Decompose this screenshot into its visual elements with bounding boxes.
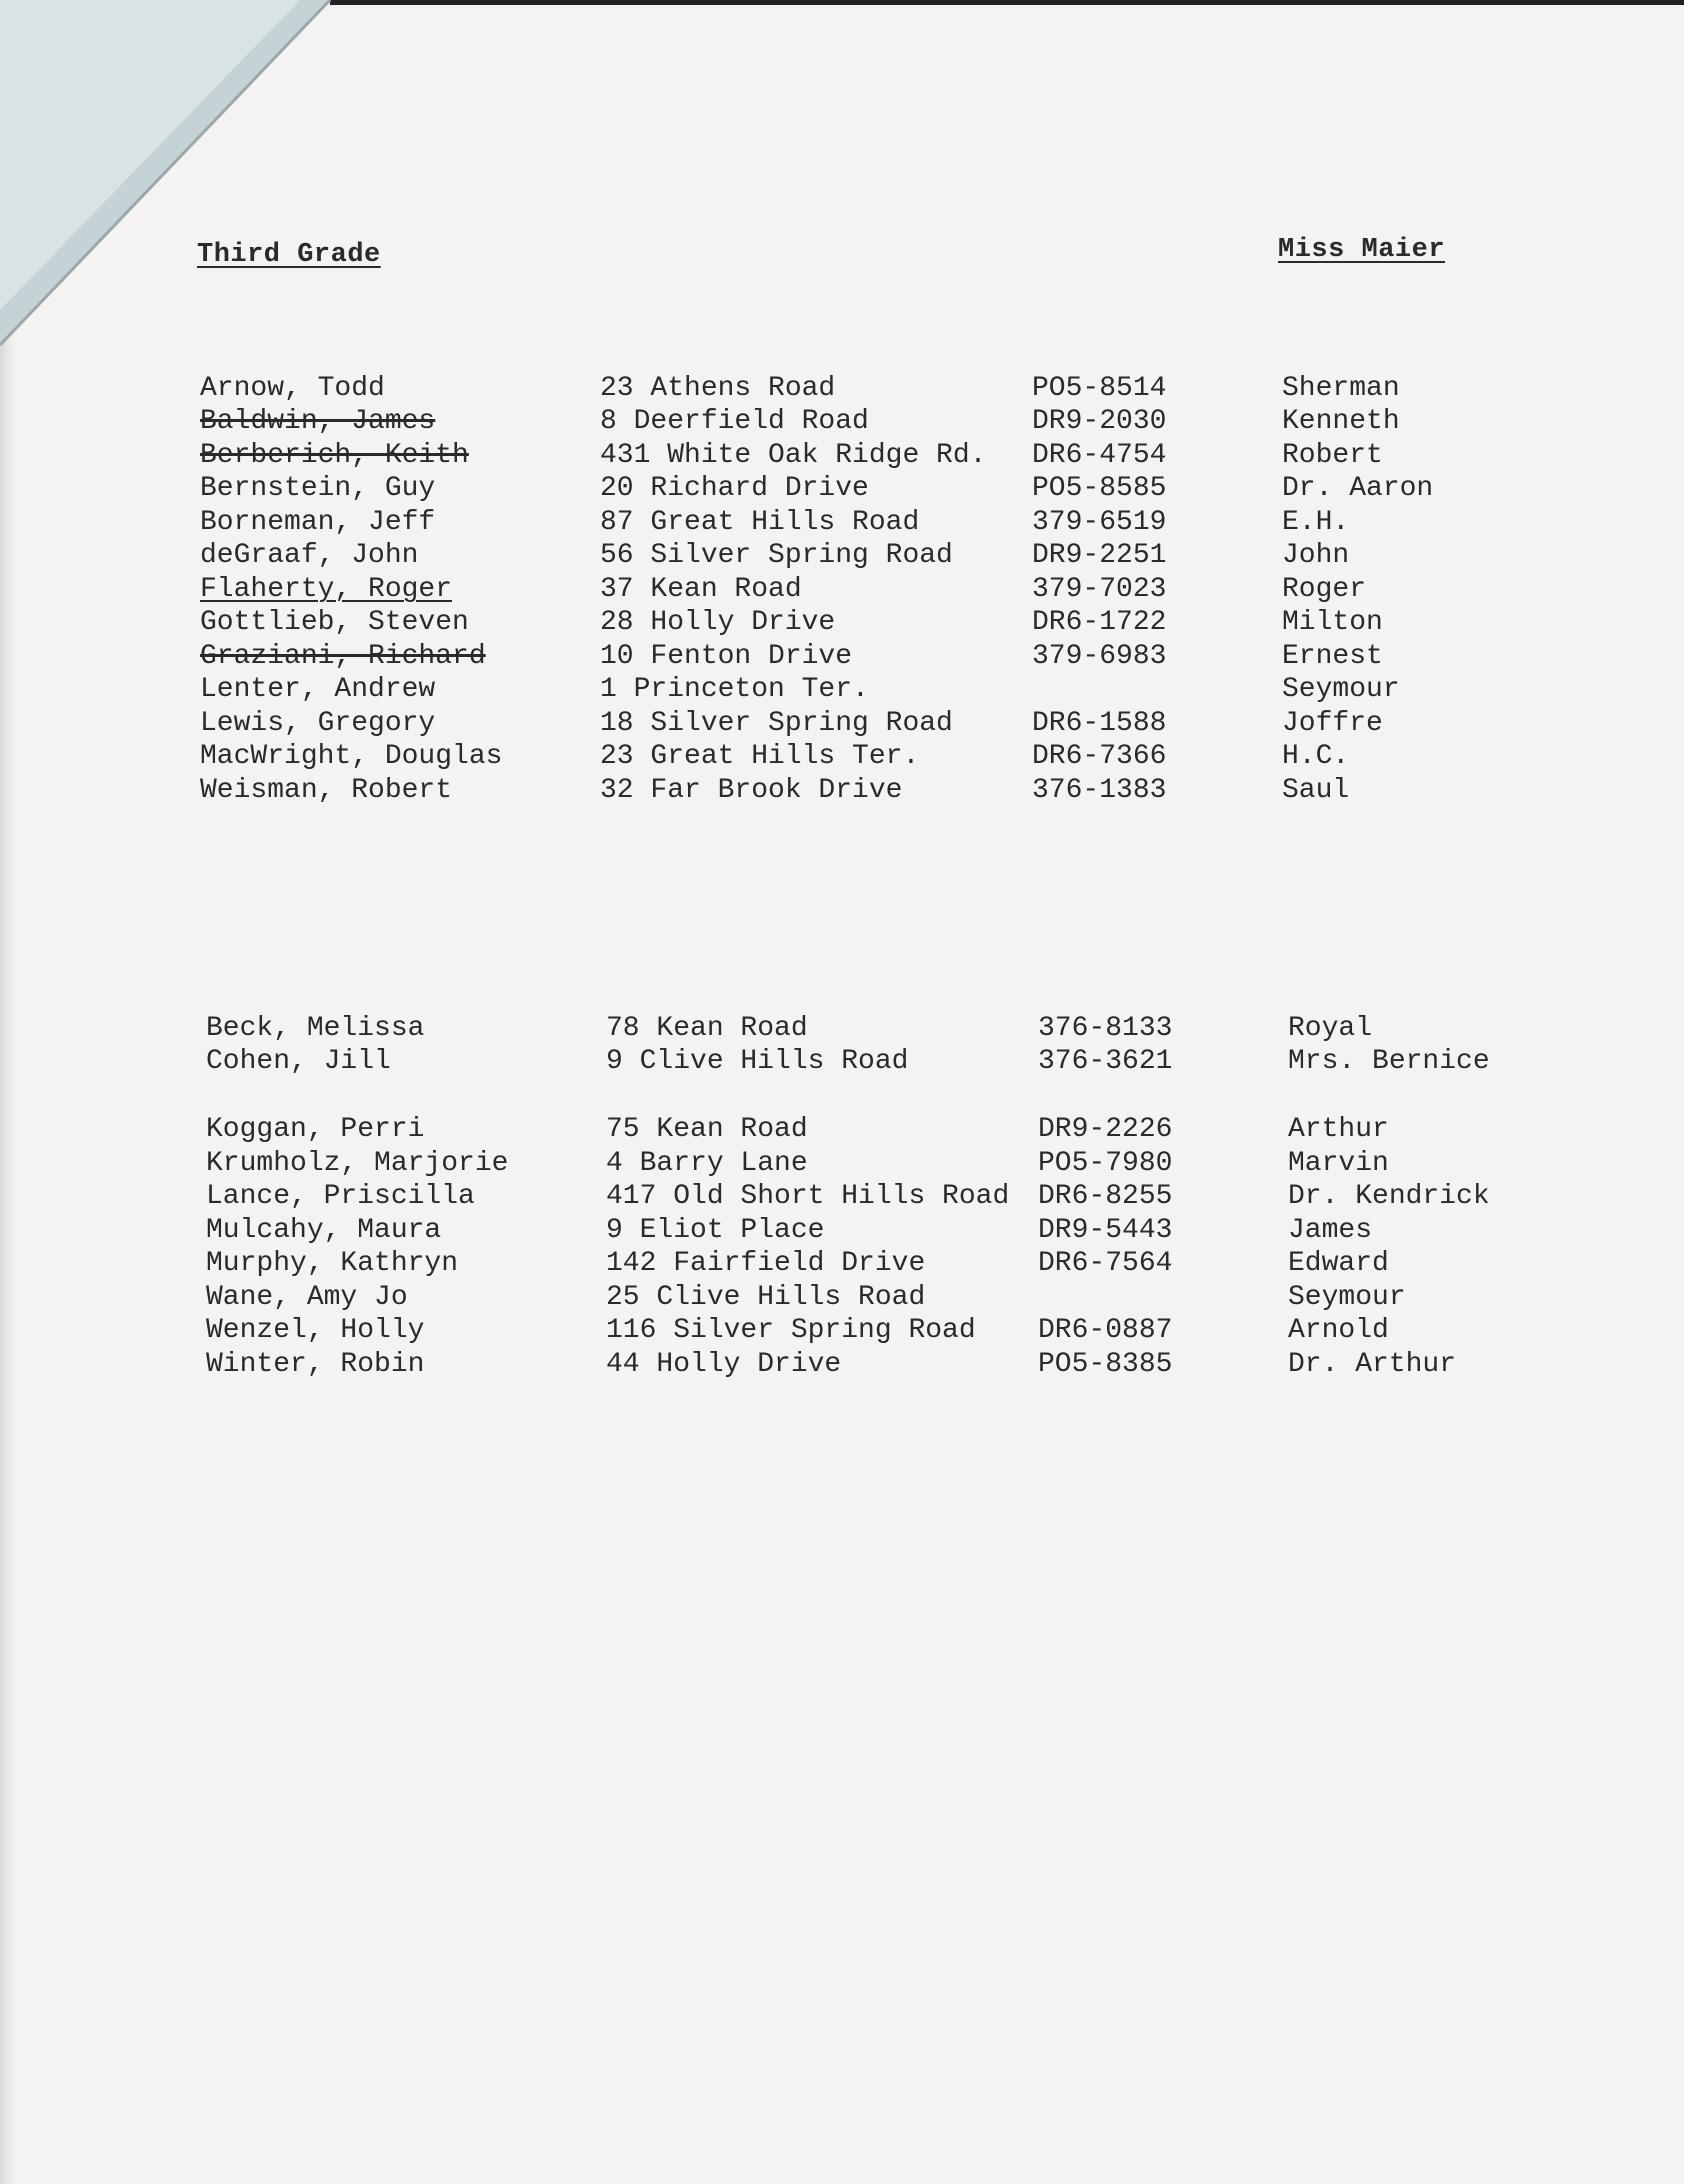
student-address: 37 Kean Road	[600, 574, 802, 605]
student-name: Winter, Robin	[206, 1349, 425, 1380]
parent-name: Dr. Aaron	[1282, 473, 1434, 504]
student-address: 32 Far Brook Drive	[600, 775, 903, 806]
student-name: Arnow, Todd	[200, 373, 385, 404]
student-address: 78 Kean Road	[606, 1013, 808, 1044]
student-address: 23 Athens Road	[600, 373, 836, 404]
parent-name: Seymour	[1282, 674, 1400, 705]
student-name: Lenter, Andrew	[200, 674, 436, 705]
student-name: Wenzel, Holly	[206, 1315, 425, 1346]
student-name: Mulcahy, Maura	[206, 1215, 442, 1246]
phone-number: DR6-7564	[1038, 1248, 1173, 1279]
student-address: 4 Barry Lane	[606, 1148, 808, 1179]
student-address: 75 Kean Road	[606, 1114, 808, 1145]
parent-name: H.C.	[1282, 741, 1350, 772]
teacher-heading: Miss Maier	[1278, 235, 1446, 265]
student-name: Koggan, Perri	[206, 1114, 425, 1145]
phone-number: DR9-2226	[1038, 1114, 1173, 1145]
student-name: Berberich, Keith	[200, 440, 469, 471]
student-name: Cohen, Jill	[206, 1046, 391, 1077]
parent-name: Joffre	[1282, 708, 1383, 739]
student-address: 9 Clive Hills Road	[606, 1046, 909, 1077]
parent-name: Marvin	[1288, 1148, 1389, 1179]
parent-name: Seymour	[1288, 1282, 1406, 1313]
student-name: Flaherty, Roger	[200, 574, 453, 605]
phone-number: DR9-2030	[1032, 406, 1167, 437]
phone-number: DR9-5443	[1038, 1215, 1173, 1246]
student-address: 25 Clive Hills Road	[606, 1282, 926, 1313]
parent-name: Robert	[1282, 440, 1383, 471]
student-address: 23 Great Hills Ter.	[600, 741, 920, 772]
parent-name: Kenneth	[1282, 406, 1400, 437]
student-address: 431 White Oak Ridge Rd.	[600, 440, 987, 471]
student-address: 116 Silver Spring Road	[606, 1315, 976, 1346]
student-name: Gottlieb, Steven	[200, 607, 469, 638]
phone-number: DR6-7366	[1032, 741, 1167, 772]
folded-corner	[0, 0, 340, 355]
student-name: Bernstein, Guy	[200, 473, 436, 504]
parent-name: Roger	[1282, 574, 1367, 605]
student-address: 142 Fairfield Drive	[606, 1248, 926, 1279]
student-address: 28 Holly Drive	[600, 607, 836, 638]
parent-name: Arthur	[1288, 1114, 1389, 1145]
student-name: Beck, Melissa	[206, 1013, 425, 1044]
phone-number: DR6-8255	[1038, 1181, 1173, 1212]
student-address: 87 Great Hills Road	[600, 507, 920, 538]
page-top-border	[330, 0, 1684, 5]
parent-name: Saul	[1282, 775, 1350, 806]
student-name: Lewis, Gregory	[200, 708, 436, 739]
parent-name: Royal	[1288, 1013, 1373, 1044]
parent-name: Edward	[1288, 1248, 1389, 1279]
phone-number: DR6-0887	[1038, 1315, 1173, 1346]
parent-name: Milton	[1282, 607, 1383, 638]
student-name: Wane, Amy Jo	[206, 1282, 408, 1313]
student-address: 44 Holly Drive	[606, 1349, 842, 1380]
phone-number: PO5-8585	[1032, 473, 1167, 504]
parent-name: Mrs. Bernice	[1288, 1046, 1490, 1077]
parent-name: Dr. Kendrick	[1288, 1181, 1490, 1212]
student-name: Baldwin, James	[200, 406, 436, 437]
student-name: Krumholz, Marjorie	[206, 1148, 509, 1179]
student-address: 1 Princeton Ter.	[600, 674, 869, 705]
grade-heading: Third Grade	[197, 240, 381, 270]
student-address: 8 Deerfield Road	[600, 406, 869, 437]
phone-number: 379-7023	[1032, 574, 1167, 605]
phone-number: 376-1383	[1032, 775, 1167, 806]
student-name: MacWright, Douglas	[200, 741, 503, 772]
parent-name: Dr. Arthur	[1288, 1349, 1457, 1380]
student-address: 417 Old Short Hills Road	[606, 1181, 1010, 1212]
parent-name: John	[1282, 540, 1350, 571]
phone-number: PO5-7980	[1038, 1148, 1173, 1179]
phone-number: PO5-8514	[1032, 373, 1167, 404]
student-name: Lance, Priscilla	[206, 1181, 475, 1212]
parent-name: Arnold	[1288, 1315, 1389, 1346]
student-address: 10 Fenton Drive	[600, 641, 853, 672]
student-address: 9 Eliot Place	[606, 1215, 825, 1246]
student-name: Murphy, Kathryn	[206, 1248, 459, 1279]
parent-name: E.H.	[1282, 507, 1350, 538]
phone-number: PO5-8385	[1038, 1349, 1173, 1380]
student-address: 56 Silver Spring Road	[600, 540, 953, 571]
phone-number: 376-3621	[1038, 1046, 1173, 1077]
phone-number: 379-6519	[1032, 507, 1167, 538]
phone-number: DR9-2251	[1032, 540, 1167, 571]
phone-number: DR6-1588	[1032, 708, 1167, 739]
phone-number: 379-6983	[1032, 641, 1167, 672]
parent-name: Ernest	[1282, 641, 1383, 672]
student-address: 20 Richard Drive	[600, 473, 869, 504]
student-address: 18 Silver Spring Road	[600, 708, 953, 739]
student-name: deGraaf, John	[200, 540, 419, 571]
student-name: Weisman, Robert	[200, 775, 453, 806]
student-name: Graziani, Richard	[200, 641, 486, 672]
parent-name: James	[1288, 1215, 1373, 1246]
phone-number: DR6-4754	[1032, 440, 1167, 471]
phone-number: DR6-1722	[1032, 607, 1167, 638]
phone-number: 376-8133	[1038, 1013, 1173, 1044]
student-name: Borneman, Jeff	[200, 507, 436, 538]
parent-name: Sherman	[1282, 373, 1400, 404]
